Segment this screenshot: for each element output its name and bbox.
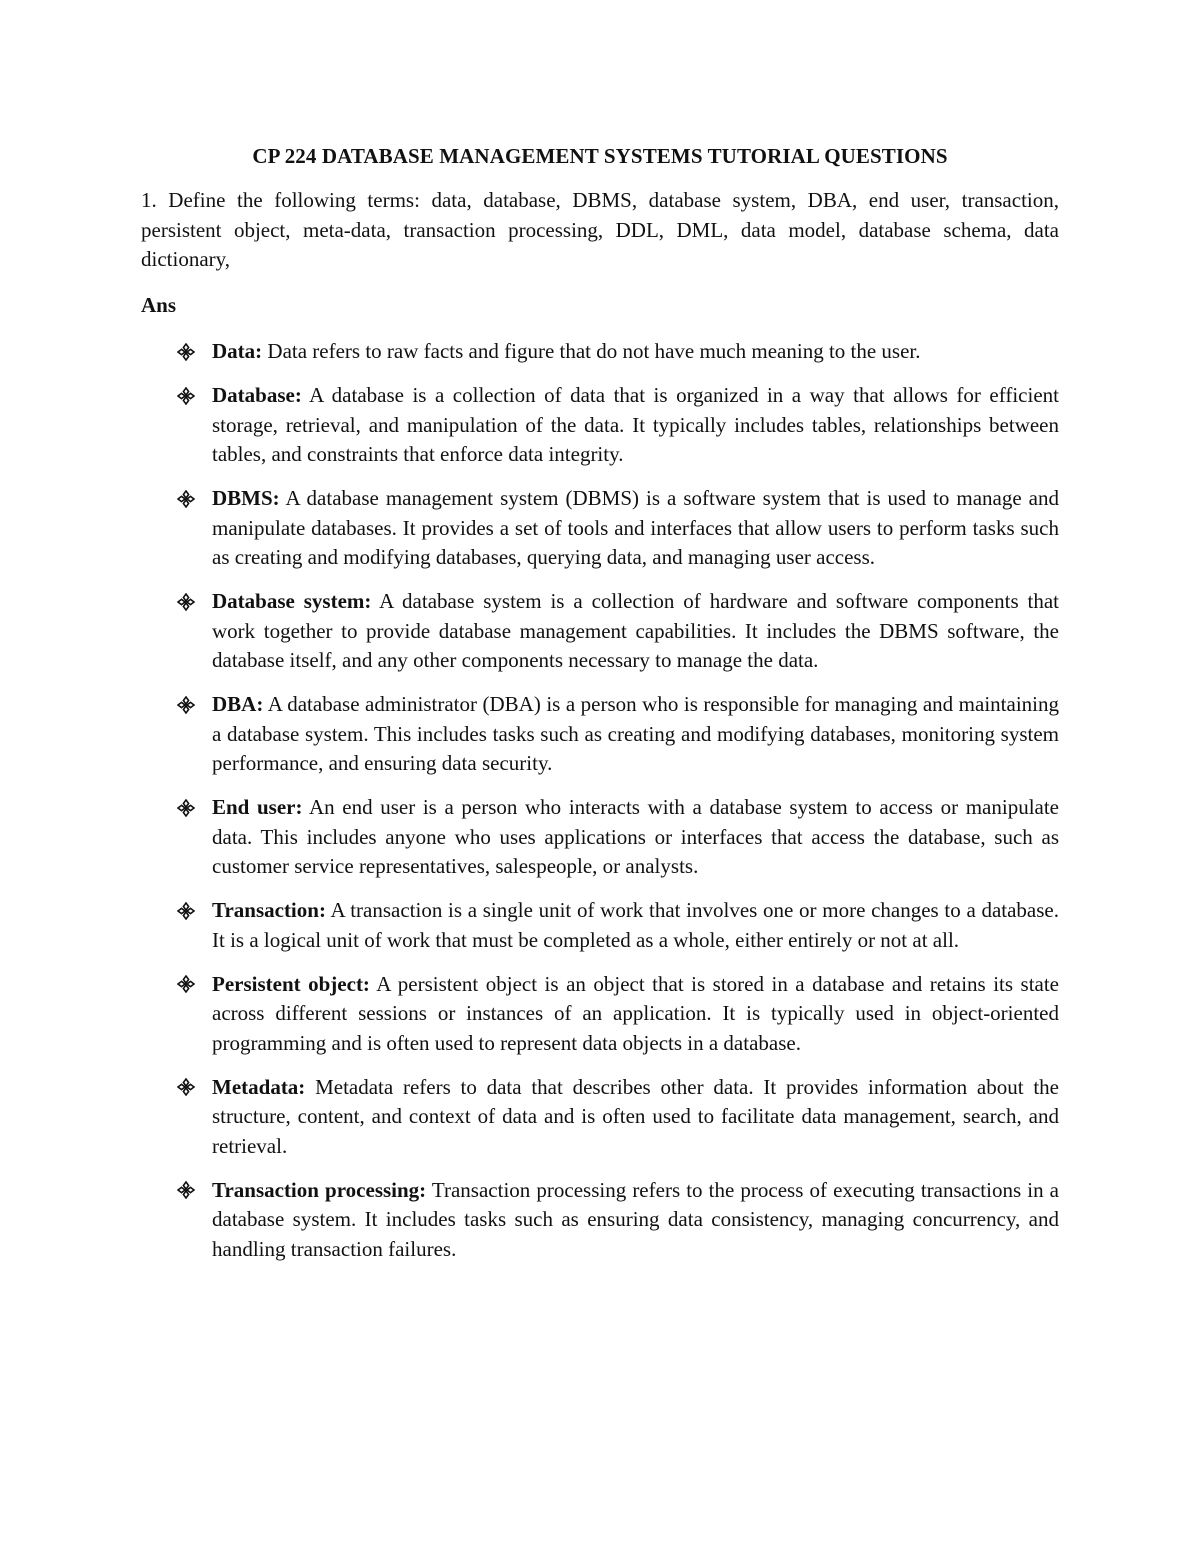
- answers-list: [141, 337, 1059, 1279]
- answer-text: Data refers to raw facts and figure that do not have much meaning to the user.: [267, 339, 921, 363]
- answer-term: End user:: [212, 795, 303, 819]
- four-diamond-star-icon: [177, 1073, 195, 1103]
- answer-text: Transaction processing refers to the process of executing transactions in a database system. It includes tasks such as ensuring data consistency, managing concurrency, and handling transaction failures.: [212, 1177, 1060, 1261]
- answer-term: Data:: [212, 339, 263, 363]
- answer-text: A database is a collection of data that is organized in a way that allows for efficient storage, retrieval, and manipulation of the data. It typically includes tables, relationships between tables, and constraints that enforce data integrity.: [212, 383, 1059, 466]
- answer-item-persistent-object: [141, 970, 1059, 1059]
- answer-term: Transaction processing:: [212, 1177, 427, 1202]
- four-diamond-star-icon: [177, 587, 195, 617]
- answer-term: DBMS:: [212, 486, 280, 510]
- answer-text: A database management system (DBMS) is a software system that is used to manage and manipulate databases. It provides a set of tools and interfaces that allow users to perform tasks such as creating and modifying databases, querying data, and managing user access.: [212, 486, 1059, 569]
- answer-text: A persistent object is an object that is stored in a database and retains its state across different sessions or instances of an application. It is typically used in object-oriented programming and is often used to represent data objects in a database.: [212, 971, 1060, 1055]
- answers-label: Ans: [141, 293, 177, 317]
- answer-text: A transaction is a single unit of work that involves one or more changes to a database. It is a logical unit of work that must be completed as a whole, either entirely or not at all.: [212, 898, 1059, 952]
- answer-term: DBA:: [212, 692, 264, 716]
- four-diamond-star-icon: [177, 381, 195, 411]
- answer-text: A database system is a collection of hardware and software components that work together to provide database management capabilities. It includes the DBMS software, the database itself, and any other components necessary to manage the data.: [212, 589, 1060, 672]
- answer-item-database: [141, 381, 1059, 470]
- answer-text: A database administrator (DBA) is a person who is responsible for managing and maintaining a database system. This includes tasks such as creating and modifying databases, monitoring system performance, and ensuring data security.: [212, 692, 1059, 775]
- answer-item-data: [141, 337, 1059, 367]
- answer-item-database-system: [141, 587, 1059, 676]
- answer-text: Metadata refers to data that describes other data. It provides information about the structure, content, and context of data and is often used to facilitate data management, search, and retrieval.: [212, 1074, 1059, 1158]
- question-text: 1. Define the following terms: data, database, DBMS, database system, DBA, end user, transaction, persistent object, meta-data, transaction processing, DDL, DML, data model, database schema, data dictionary,: [141, 188, 1059, 271]
- answer-term: Transaction:: [212, 898, 326, 922]
- document-title: CP 224 DATABASE MANAGEMENT SYSTEMS TUTORIAL QUESTIONS: [252, 144, 948, 168]
- four-diamond-star-icon: [177, 337, 195, 367]
- four-diamond-star-icon: [177, 970, 195, 1000]
- four-diamond-star-icon: [177, 896, 195, 926]
- answer-item-metadata: [141, 1073, 1059, 1162]
- four-diamond-star-icon: [177, 690, 195, 720]
- four-diamond-star-icon: [177, 484, 195, 514]
- four-diamond-star-icon: [177, 1176, 195, 1206]
- answer-term: Database:: [212, 383, 302, 407]
- answer-item-end-user: [141, 793, 1059, 882]
- answer-term: Metadata:: [212, 1074, 306, 1099]
- answer-item-dba: [141, 690, 1059, 779]
- answer-term: Persistent object:: [212, 971, 370, 996]
- answer-item-dbms: [141, 484, 1059, 573]
- answer-term: Database system:: [212, 589, 372, 613]
- answer-text: An end user is a person who interacts with a database system to access or manipulate data. This includes anyone who uses applications or interfaces that access the database, such as customer service representatives, salespeople, or analysts.: [212, 795, 1060, 878]
- four-diamond-star-icon: [177, 793, 195, 823]
- answer-item-transaction-processing: [141, 1176, 1059, 1265]
- answer-item-transaction: [141, 896, 1059, 955]
